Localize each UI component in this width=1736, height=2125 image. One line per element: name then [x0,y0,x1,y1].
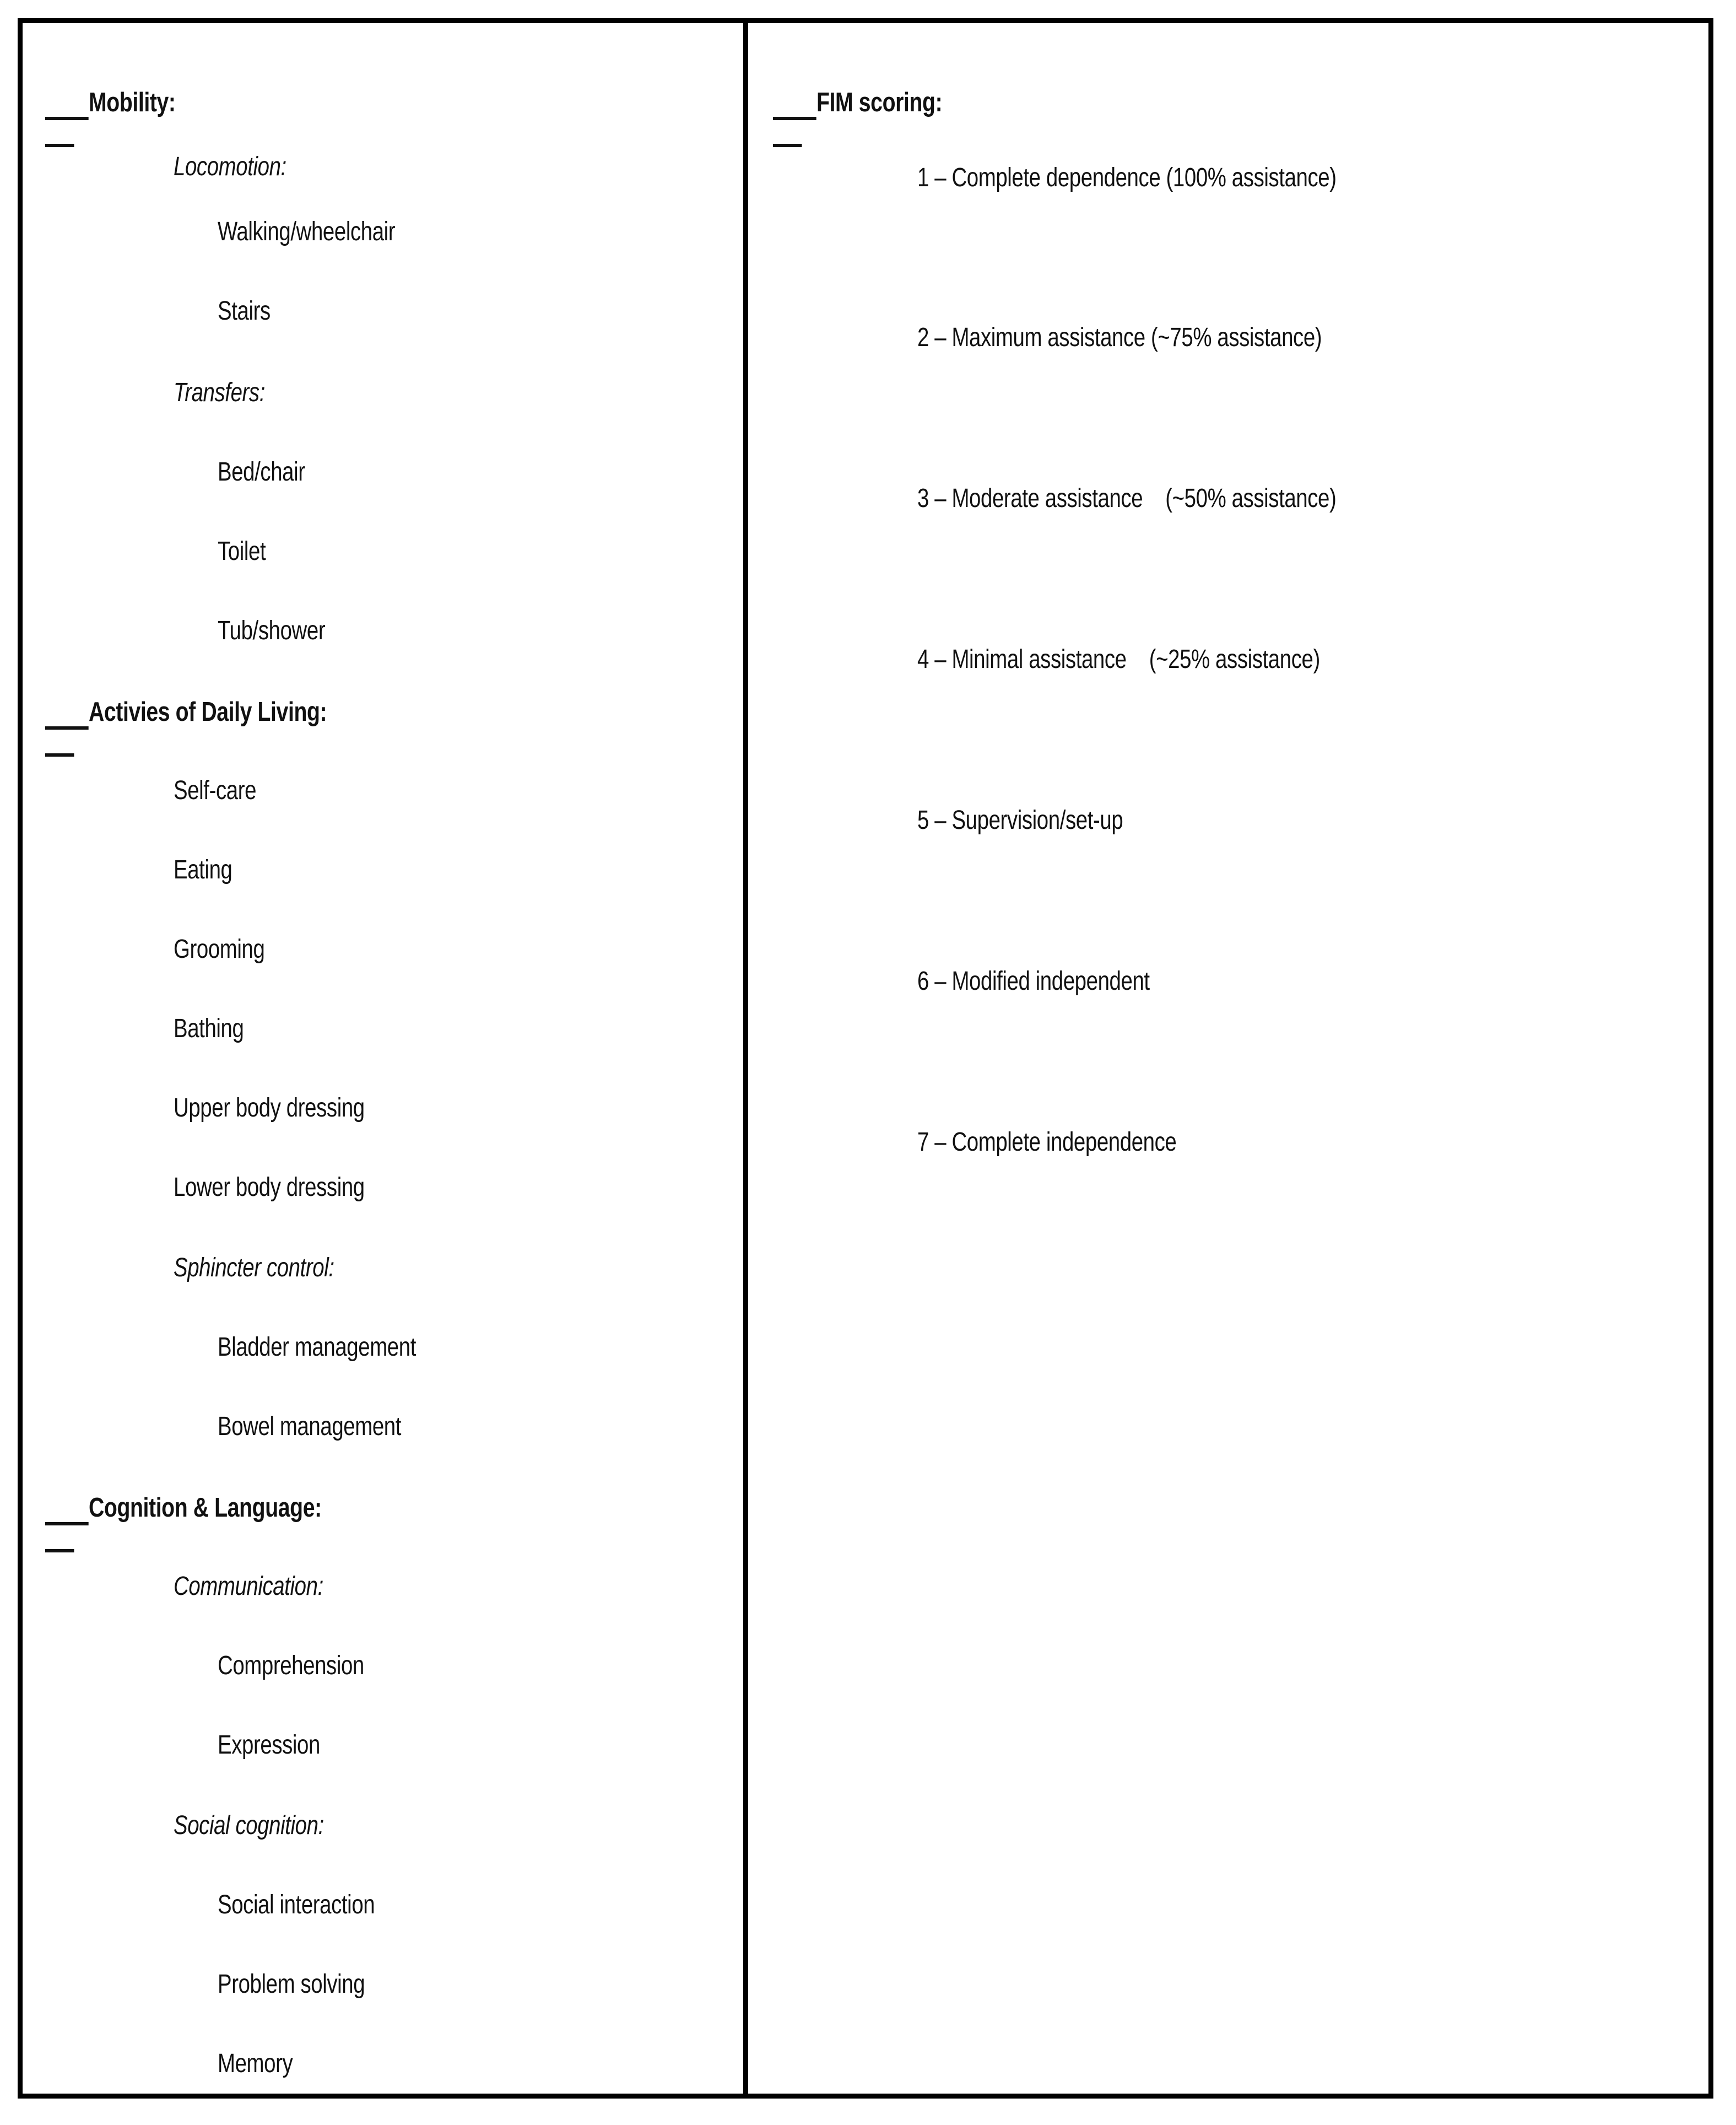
list-item-toilet: Toilet [218,537,266,566]
fim-level-1: 1 – Complete dependence (100% assistance) [917,163,1337,192]
list-item-self-care: Self-care [174,776,257,805]
fim-level-6: 6 – Modified independent [917,967,1150,996]
fim-level-5: 5 – Supervision/set-up [917,806,1123,835]
section-heading-mobility: Mobility: [88,88,176,117]
list-item-upper-body-dressing: Upper body dressing [174,1093,365,1123]
list-item-walking-wheelchair: Walking/wheelchair [218,217,396,246]
list-item-stairs: Stairs [218,296,271,326]
section-heading-adl: Activies of Daily Living: [88,697,327,727]
subheading-communication: Communication: [174,1572,323,1601]
section-heading-fim-scoring: FIM scoring: [816,88,942,117]
fim-level-7: 7 – Complete independence [917,1128,1177,1157]
list-item-expression: Expression [218,1730,320,1760]
list-item-comprehension: Comprehension [218,1651,364,1680]
list-item-memory: Memory [218,2049,293,2078]
fim-level-4: 4 – Minimal assistance (~25% assistance) [917,645,1320,674]
list-item-bed-chair: Bed/chair [218,457,305,487]
list-item-social-interaction: Social interaction [218,1890,375,1919]
list-item-bowel-management: Bowel management [218,1412,402,1441]
fim-level-3: 3 – Moderate assistance (~50% assistance) [917,484,1337,513]
fim-level-2: 2 – Maximum assistance (~75% assistance) [917,323,1322,352]
list-item-bladder-management: Bladder management [218,1333,416,1362]
column-divider [743,18,748,2099]
subheading-locomotion: Locomotion: [174,152,286,181]
list-item-problem-solving: Problem solving [218,1970,365,1999]
subheading-social-cognition: Social cognition: [174,1811,324,1840]
list-item-eating: Eating [174,855,232,884]
list-item-grooming: Grooming [174,935,265,964]
list-item-bathing: Bathing [174,1014,244,1043]
list-item-lower-body-dressing: Lower body dressing [174,1173,365,1202]
list-item-tub-shower: Tub/shower [218,616,326,645]
subheading-sphincter-control: Sphincter control: [174,1253,334,1282]
section-heading-cognition-language: Cognition & Language: [88,1493,322,1523]
subheading-transfers: Transfers: [174,378,266,407]
